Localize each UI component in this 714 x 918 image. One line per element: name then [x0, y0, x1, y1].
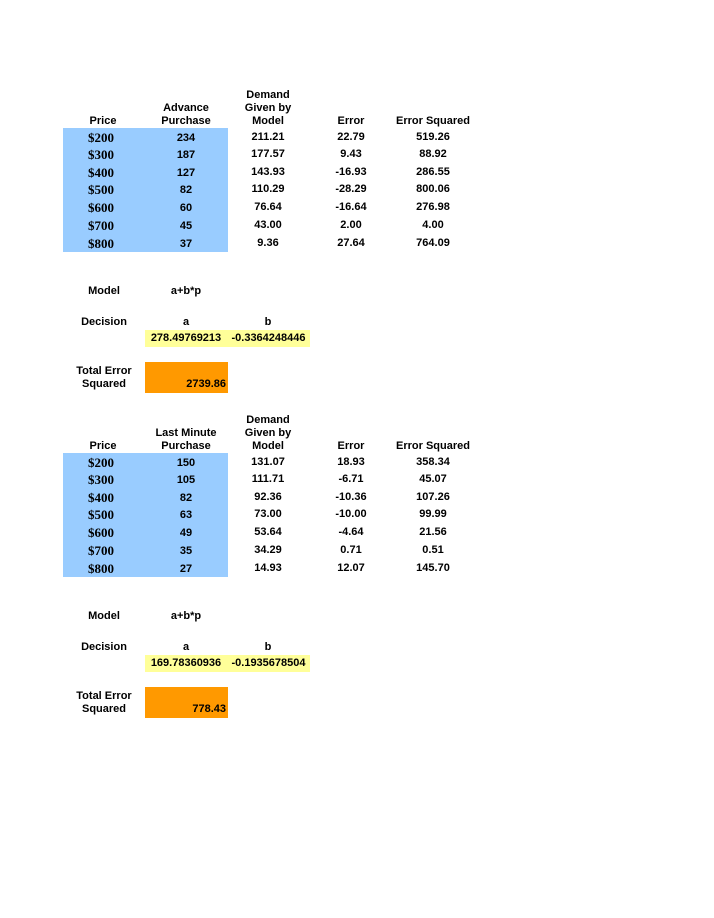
price-cell[interactable]: $300	[88, 147, 114, 162]
price-cell[interactable]: $700	[88, 543, 114, 558]
total-error-label: Total Error Squared	[76, 690, 132, 715]
error-squared-cell[interactable]: 99.99	[419, 508, 447, 520]
demand-cell[interactable]: 53.64	[254, 526, 282, 538]
error-cell[interactable]: 9.43	[340, 148, 362, 160]
price-cell[interactable]: $200	[88, 130, 114, 145]
error-cell[interactable]: 22.79	[337, 131, 365, 143]
price-cell[interactable]: $500	[88, 507, 114, 522]
error-squared-cell[interactable]: 145.70	[416, 562, 450, 574]
demand-cell[interactable]: 76.64	[254, 201, 282, 213]
purchase-header: Advance Purchase	[161, 102, 211, 127]
decision-label: Decision	[81, 641, 127, 653]
purchase-cell[interactable]: 187	[176, 149, 196, 161]
demand-cell[interactable]: 143.93	[251, 166, 285, 178]
demand-header: Demand Given by Model	[244, 414, 292, 452]
purchase-cell[interactable]: 49	[179, 527, 193, 539]
purchase-cell[interactable]: 45	[179, 220, 193, 232]
error-squared-cell[interactable]: 21.56	[419, 526, 447, 538]
total-error-value: 2739.86	[186, 378, 226, 390]
purchase-cell[interactable]: 105	[176, 474, 196, 486]
error-squared-header: Error Squared	[396, 115, 470, 127]
demand-cell[interactable]: 111.71	[251, 473, 285, 485]
error-cell[interactable]: -16.93	[335, 166, 367, 178]
error-cell[interactable]: 2.00	[340, 219, 362, 231]
demand-cell[interactable]: 177.57	[251, 148, 285, 160]
error-squared-cell[interactable]: 107.26	[416, 491, 450, 503]
error-cell[interactable]: -6.71	[338, 473, 364, 485]
error-header: Error	[337, 440, 365, 452]
error-cell[interactable]: -10.00	[335, 508, 367, 520]
error-cell[interactable]: -10.36	[335, 491, 367, 503]
error-cell[interactable]: 27.64	[337, 237, 365, 249]
price-cell[interactable]: $700	[88, 218, 114, 233]
error-cell[interactable]: 0.71	[340, 544, 362, 556]
error-header: Error	[337, 115, 365, 127]
price-cell[interactable]: $600	[88, 525, 114, 540]
error-squared-cell[interactable]: 764.09	[416, 237, 450, 249]
demand-cell[interactable]: 9.36	[257, 237, 279, 249]
purchase-cell[interactable]: 234	[176, 132, 196, 144]
total-error-cell[interactable]	[145, 362, 228, 393]
purchase-header: Last Minute Purchase	[155, 427, 217, 452]
price-cell[interactable]: $400	[88, 165, 114, 180]
b-label: b	[264, 316, 272, 328]
purchase-cell[interactable]: 35	[179, 545, 193, 557]
error-cell[interactable]: 18.93	[337, 456, 365, 468]
demand-cell[interactable]: 92.36	[254, 491, 282, 503]
total-error-cell[interactable]	[145, 687, 228, 718]
total-error-value: 778.43	[192, 703, 226, 715]
price-cell[interactable]: $300	[88, 472, 114, 487]
demand-cell[interactable]: 131.07	[251, 456, 285, 468]
error-cell[interactable]: -16.64	[335, 201, 367, 213]
error-cell[interactable]: 12.07	[337, 562, 365, 574]
error-cell[interactable]: -28.29	[335, 183, 367, 195]
demand-cell[interactable]: 14.93	[254, 562, 282, 574]
demand-cell[interactable]: 211.21	[251, 131, 285, 143]
a-label: a	[182, 316, 190, 328]
demand-cell[interactable]: 73.00	[254, 508, 282, 520]
price-header: Price	[89, 115, 117, 127]
error-squared-cell[interactable]: 276.98	[416, 201, 450, 213]
price-header: Price	[89, 440, 117, 452]
purchase-cell[interactable]: 82	[179, 184, 193, 196]
price-cell[interactable]: $800	[88, 561, 114, 576]
demand-header: Demand Given by Model	[244, 89, 292, 127]
price-cell[interactable]: $500	[88, 182, 114, 197]
a-decision-cell[interactable]: 278.49769213	[145, 330, 227, 347]
error-squared-cell[interactable]: 4.00	[422, 219, 444, 231]
error-squared-cell[interactable]: 519.26	[416, 131, 450, 143]
demand-cell[interactable]: 34.29	[254, 544, 282, 556]
error-squared-cell[interactable]: 800.06	[416, 183, 450, 195]
model-label: Model	[88, 285, 120, 297]
purchase-cell[interactable]: 37	[179, 238, 193, 250]
purchase-cell[interactable]: 63	[179, 509, 193, 521]
decision-label: Decision	[81, 316, 127, 328]
total-error-label: Total Error Squared	[76, 365, 132, 390]
b-label: b	[264, 641, 272, 653]
error-squared-cell[interactable]: 286.55	[416, 166, 450, 178]
a-decision-cell[interactable]: 169.78360936	[145, 655, 227, 672]
model-formula: a+b*p	[170, 610, 202, 622]
price-cell[interactable]: $600	[88, 200, 114, 215]
demand-cell[interactable]: 110.29	[251, 183, 285, 195]
error-cell[interactable]: -4.64	[338, 526, 364, 538]
purchase-cell[interactable]: 60	[179, 202, 193, 214]
error-squared-cell[interactable]: 88.92	[419, 148, 447, 160]
price-cell[interactable]: $400	[88, 490, 114, 505]
model-label: Model	[88, 610, 120, 622]
demand-cell[interactable]: 43.00	[254, 219, 282, 231]
error-squared-cell[interactable]: 0.51	[422, 544, 444, 556]
error-squared-cell[interactable]: 45.07	[419, 473, 447, 485]
b-decision-cell[interactable]: -0.3364248446	[227, 330, 310, 347]
price-cell[interactable]: $200	[88, 455, 114, 470]
model-formula: a+b*p	[170, 285, 202, 297]
purchase-cell[interactable]: 27	[179, 563, 193, 575]
price-cell[interactable]: $800	[88, 236, 114, 251]
error-squared-cell[interactable]: 358.34	[416, 456, 450, 468]
b-decision-cell[interactable]: -0.1935678504	[227, 655, 310, 672]
error-squared-header: Error Squared	[396, 440, 470, 452]
a-label: a	[182, 641, 190, 653]
purchase-cell[interactable]: 150	[176, 457, 196, 469]
purchase-cell[interactable]: 82	[179, 492, 193, 504]
purchase-cell[interactable]: 127	[176, 167, 196, 179]
